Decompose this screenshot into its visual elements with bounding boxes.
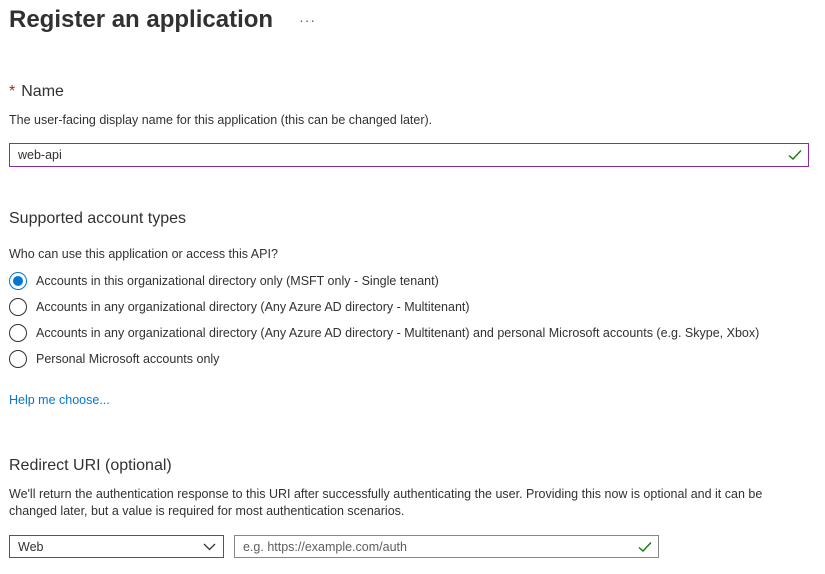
- radio-label: Accounts in any organizational directory (Any Azure AD directory - Multitenant) and personal Microsoft accounts (e.g. Skype, Xbox): [36, 326, 760, 340]
- radio-multitenant[interactable]: [9, 298, 470, 316]
- platform-select-value: Web: [18, 539, 44, 554]
- radio-button[interactable]: [9, 298, 27, 316]
- name-label-text: Name: [21, 83, 64, 100]
- redirect-uri-description-line2: changed later, but a value is required for most authentication scenarios.: [9, 504, 405, 518]
- redirect-uri-heading: Redirect URI (optional): [9, 457, 172, 474]
- name-input-value[interactable]: web-api: [18, 148, 62, 162]
- name-label: [9, 81, 64, 103]
- radio-button-checked[interactable]: [9, 272, 27, 290]
- radio-personal-only[interactable]: [9, 350, 219, 368]
- radio-single-tenant[interactable]: [9, 272, 439, 290]
- page-title: Register an application: [9, 6, 274, 33]
- redirect-uri-input[interactable]: [234, 535, 659, 558]
- checkmark-icon: [786, 146, 804, 164]
- radio-button[interactable]: [9, 324, 27, 342]
- checkmark-icon: [636, 538, 654, 556]
- required-mark: *: [9, 83, 16, 100]
- radio-multitenant-personal[interactable]: [9, 324, 759, 342]
- chevron-down-icon: [201, 539, 217, 555]
- help-me-choose-link[interactable]: Help me choose...: [9, 393, 110, 407]
- redirect-uri-placeholder[interactable]: e.g. https://example.com/auth: [243, 539, 407, 554]
- platform-select[interactable]: [9, 535, 224, 558]
- title-row: [9, 4, 316, 36]
- name-input[interactable]: [9, 143, 809, 167]
- name-description: The user-facing display name for this application (this can be changed later).: [9, 113, 433, 127]
- radio-label: Accounts in this organizational directory only (MSFT only - Single tenant): [36, 274, 439, 288]
- redirect-uri-description-line1: We'll return the authentication response to this URI after successfully authenticating the user. Providing this now is optional and it can be: [9, 487, 763, 501]
- radio-label: Accounts in any organizational directory (Any Azure AD directory - Multitenant): [36, 300, 470, 314]
- more-icon[interactable]: ···: [299, 12, 317, 28]
- account-types-heading: Supported account types: [9, 210, 187, 227]
- account-types-question: Who can use this application or access this API?: [9, 247, 278, 261]
- radio-label: Personal Microsoft accounts only: [36, 352, 220, 366]
- radio-button[interactable]: [9, 350, 27, 368]
